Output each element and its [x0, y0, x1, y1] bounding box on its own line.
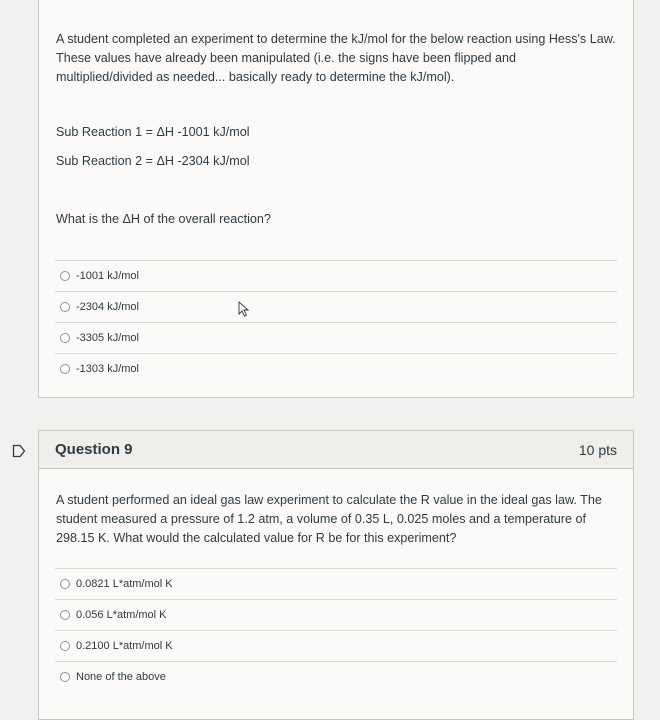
- question-9-card: [38, 430, 634, 720]
- radio-button[interactable]: [60, 641, 70, 651]
- answer-option[interactable]: [55, 630, 617, 661]
- answer-label: None of the above: [76, 671, 166, 683]
- question-8-card: [38, 0, 634, 398]
- answer-label: -3305 kJ/mol: [76, 332, 139, 344]
- question-8-answers: [55, 260, 617, 384]
- answer-option[interactable]: [55, 661, 617, 692]
- question-title: Question 9: [55, 441, 133, 458]
- answer-option[interactable]: [55, 599, 617, 630]
- answer-option[interactable]: [55, 568, 617, 599]
- radio-button[interactable]: [60, 672, 70, 682]
- answer-label: 0.2100 L*atm/mol K: [76, 640, 173, 652]
- answer-label: 0.056 L*atm/mol K: [76, 609, 167, 621]
- radio-button[interactable]: [60, 302, 70, 312]
- answer-option[interactable]: [55, 291, 617, 322]
- answer-option[interactable]: [55, 353, 617, 384]
- answer-option[interactable]: [55, 260, 617, 291]
- radio-button[interactable]: [60, 364, 70, 374]
- answer-option[interactable]: [55, 322, 617, 353]
- mouse-cursor-icon: [238, 301, 250, 317]
- radio-button[interactable]: [60, 333, 70, 343]
- radio-button[interactable]: [60, 579, 70, 589]
- question-points: 10 pts: [578, 441, 617, 458]
- answer-label: -2304 kJ/mol: [76, 301, 139, 313]
- answer-label: 0.0821 L*atm/mol K: [76, 578, 173, 590]
- answer-label: -1303 kJ/mol: [76, 363, 139, 375]
- radio-button[interactable]: [60, 271, 70, 281]
- sub-reaction-2: Sub Reaction 2 = ΔH -2304 kJ/mol: [56, 154, 250, 168]
- answer-label: -1001 kJ/mol: [76, 270, 139, 282]
- question-8-intro: A student completed an experiment to determine the kJ/mol for the below reaction using Hess's Law. These values have already been manipulated (i.e. the signs have been flipped and multiplied/divided as needed... basically ready to determine the kJ/mol).: [56, 32, 616, 84]
- question-9-answers: [55, 568, 617, 692]
- sub-reaction-1: Sub Reaction 1 = ΔH -1001 kJ/mol: [56, 125, 250, 139]
- flag-question-icon[interactable]: [12, 444, 26, 458]
- question-9-header: [39, 431, 633, 469]
- radio-button[interactable]: [60, 610, 70, 620]
- question-9-prompt: A student performed an ideal gas law experiment to calculate the R value in the ideal gas law. The student measured a pressure of 1.2 atm, a volume of 0.35 L, 0.025 moles and a temperature of 298.15 K. What would the calculated value for R be for this experiment?: [56, 493, 602, 545]
- question-8-prompt: What is the ΔH of the overall reaction?: [56, 212, 271, 226]
